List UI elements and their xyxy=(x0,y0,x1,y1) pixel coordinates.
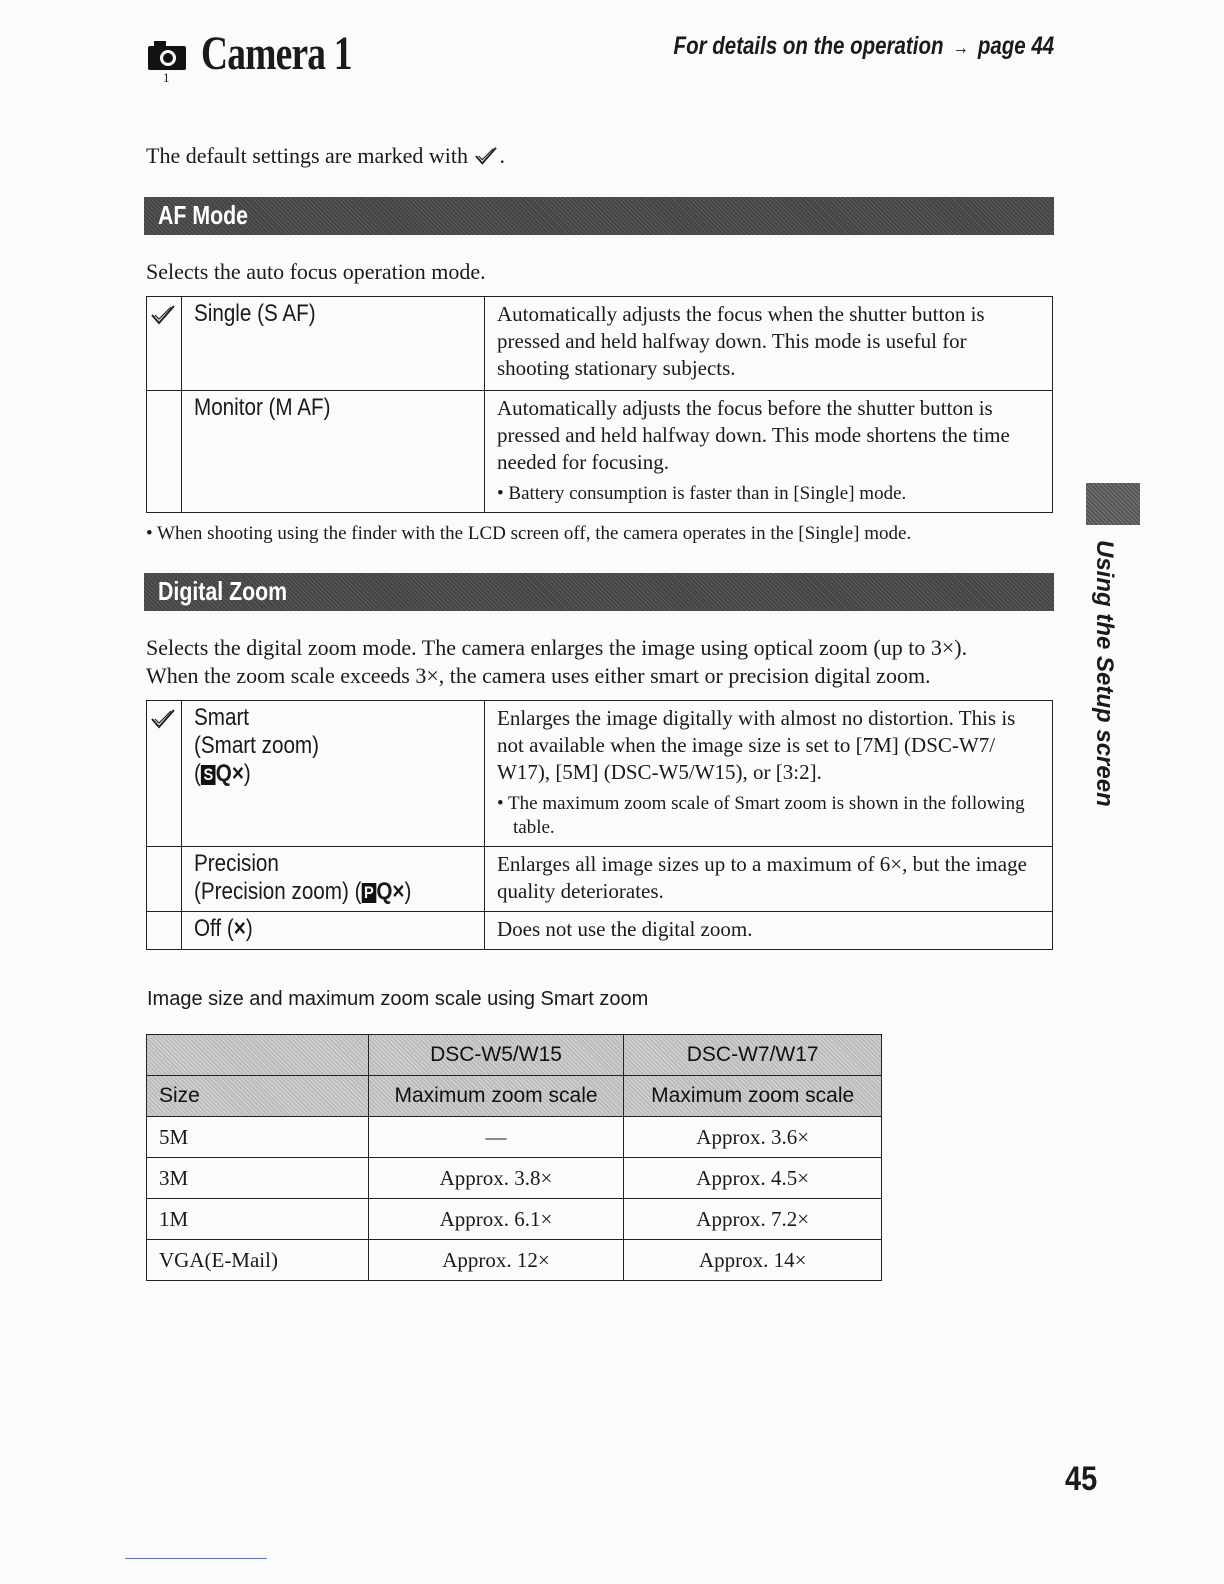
checkmark-icon xyxy=(473,145,499,167)
table-row xyxy=(147,1199,882,1240)
section-heading: Digital Zoom xyxy=(158,576,288,606)
table-row xyxy=(147,912,1053,950)
side-tab-label: Using the Setup screen xyxy=(1091,540,1118,807)
option-name: Precision (Precision zoom) ( P Q×) xyxy=(182,847,485,912)
section-tab-marker xyxy=(1086,483,1140,525)
af-mode-table xyxy=(146,296,1053,513)
default-cell xyxy=(147,391,182,513)
header-cell xyxy=(147,1035,369,1076)
table-row xyxy=(147,1117,882,1158)
af-mode-note: • When shooting using the finder with the LCD screen off, the camera operates in the [Single] mode. xyxy=(146,523,912,544)
default-cell xyxy=(147,847,182,912)
table-row xyxy=(147,1158,882,1199)
option-bullet: • The maximum zoom scale of Smart zoom is shown in the following table. xyxy=(497,793,1025,838)
option-description xyxy=(485,701,1053,847)
table-cell: Approx. 7.2× xyxy=(624,1199,882,1240)
table-row xyxy=(147,1240,882,1281)
default-cell xyxy=(147,912,182,950)
zoom-icon: Q× xyxy=(376,878,405,905)
digital-zoom-description xyxy=(146,634,967,690)
table-cell: Approx. 3.6× xyxy=(624,1117,882,1158)
option-description: Enlarges all image sizes up to a maximum of 6×, but the image quality deteriorates. xyxy=(485,847,1053,912)
table-caption: Image size and maximum zoom scale using Smart zoom xyxy=(147,988,649,1010)
model-header-row xyxy=(147,1035,882,1076)
option-name: Off (×) xyxy=(182,912,485,950)
checkmark-icon xyxy=(149,707,177,731)
reference-text: For details on the operation xyxy=(673,32,944,60)
option-name: Monitor (M AF) xyxy=(182,391,485,513)
option-description: Does not use the digital zoom. xyxy=(485,912,1053,950)
table-cell: 3M xyxy=(147,1158,369,1199)
option-name: Smart (Smart zoom) ( S Q×) xyxy=(182,701,485,847)
right-arrow-icon: → xyxy=(952,37,969,59)
header-cell: Maximum zoom scale xyxy=(624,1076,882,1117)
header-cell: DSC-W5/W15 xyxy=(368,1035,624,1076)
header-cell: Maximum zoom scale xyxy=(368,1076,624,1117)
option-bullet: • Battery consumption is faster than in [Single] mode. xyxy=(497,483,907,504)
header-cell: Size xyxy=(147,1076,369,1117)
checkmark-icon xyxy=(149,303,177,327)
section-digital-zoom xyxy=(144,573,1054,611)
default-cell xyxy=(147,701,182,847)
option-description xyxy=(485,391,1053,513)
table-cell: — xyxy=(368,1117,624,1158)
table-cell: Approx. 14× xyxy=(624,1240,882,1281)
intro-label: The default settings are marked with xyxy=(146,143,468,168)
page-number: 45 xyxy=(1065,1460,1098,1498)
option-description-text: Automatically adjusts the focus before the shutter button is pressed and held halfway down. This mode shortens the time needed for focusing. xyxy=(497,396,1010,474)
smart-zoom-table xyxy=(146,1034,882,1281)
table-row xyxy=(147,701,1053,847)
section-heading: AF Mode xyxy=(158,200,249,230)
description-line-1: Selects the digital zoom mode. The camera enlarges the image using optical zoom (up to 3×). xyxy=(146,635,968,660)
precision-zoom-badge-icon: P xyxy=(361,883,376,903)
column-header-row xyxy=(147,1076,882,1117)
zoom-icon: Q× xyxy=(215,760,244,787)
intro-period: . xyxy=(499,143,505,168)
table-cell: 1M xyxy=(147,1199,369,1240)
camera-icon xyxy=(146,38,188,72)
table-cell: Approx. 3.8× xyxy=(368,1158,624,1199)
option-description-text: Enlarges the image digitally with almost no distortion. This is not available when the image size is set to [7M] (DSC-W7/ W17), [5M] (DSC-W5/W15), or [3:2]. xyxy=(497,706,1016,784)
af-mode-description: Selects the auto focus operation mode. xyxy=(146,259,486,284)
table-cell: Approx. 6.1× xyxy=(368,1199,624,1240)
header-cell: DSC-W7/W17 xyxy=(624,1035,882,1076)
description-line-2: When the zoom scale exceeds 3×, the camera uses either smart or precision digital zoom. xyxy=(146,663,931,688)
off-icon: × xyxy=(233,915,246,942)
page-reference xyxy=(673,32,1054,61)
option-name: Single (S AF) xyxy=(182,297,485,391)
table-row xyxy=(147,391,1053,513)
table-cell: 5M xyxy=(147,1117,369,1158)
footer-divider xyxy=(125,1558,267,1559)
camera-subscript: 1 xyxy=(163,70,170,85)
digital-zoom-table xyxy=(146,700,1053,950)
intro-text xyxy=(146,142,505,170)
table-row xyxy=(147,847,1053,912)
option-description: Automatically adjusts the focus when the shutter button is pressed and held halfway down. This mode is useful for shooting stationary subjects. xyxy=(485,297,1053,391)
table-cell: Approx. 12× xyxy=(368,1240,624,1281)
reference-page: page 44 xyxy=(977,32,1054,60)
table-cell: VGA(E-Mail) xyxy=(147,1240,369,1281)
page-title: Camera 1 xyxy=(201,27,352,80)
section-af-mode xyxy=(144,197,1054,235)
default-cell xyxy=(147,297,182,391)
table-row xyxy=(147,297,1053,391)
table-cell: Approx. 4.5× xyxy=(624,1158,882,1199)
smart-zoom-badge-icon: S xyxy=(201,765,216,785)
